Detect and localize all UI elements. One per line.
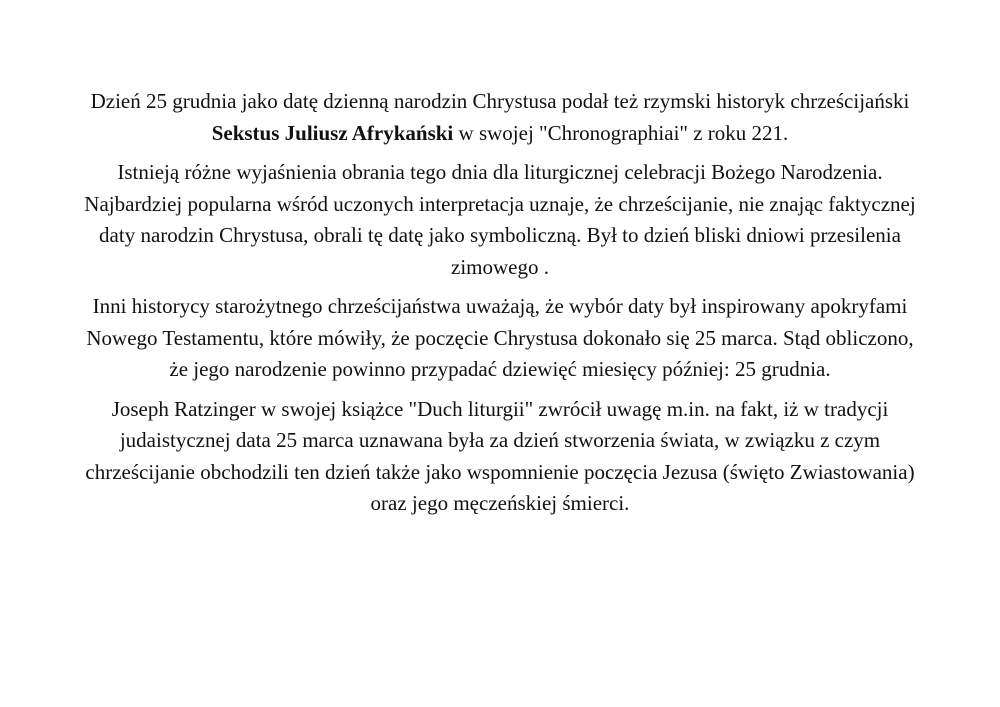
paragraph-3: Inni historycy starożytnego chrześcijaństwa uważają, że wybór daty był inspirowany apokryfami Nowego Testamentu, które mówiły, że poczęcie Chrystusa dokonało się 25 marca. Stąd obliczono, że jego narodzenie powinno przypadać dziewięć miesięcy później: 25 grudnia. [86, 294, 914, 381]
document-body [80, 86, 920, 528]
paragraph-1-text-end: w swojej "Chronographiai" z roku 221. [453, 120, 789, 145]
paragraph-4: Joseph Ratzinger w swojej książce "Duch liturgii" zwrócił uwagę m.in. na fakt, iż w tradycji judaistycznej data 25 marca uznawana była za dzień stworzenia świata, w związku z czym chrześcijanie obchodzili ten dzień także jako wspomnienie poczęcia Jezusa (święto Zwiastowania) oraz jego męczeńskiej śmierci. [85, 396, 915, 515]
paragraph-1-text-start: Dzień 25 grudnia jako datę dzienną narodzin Chrystusa podał też rzymski historyk chrześcijański [90, 89, 910, 113]
historian-name: Sekstus Juliusz Afrykański [211, 120, 454, 145]
paragraph-2: Istnieją różne wyjaśnienia obrania tego dnia dla liturgicznej celebracji Bożego Narodzenia. Najbardziej popularna wśród uczonych interpretacja uznaje, że chrześcijanie, nie znając faktycznej daty narodzin Chrystusa, obrali tę datę jako symboliczną. Był to dzień bliski dniowi przesilenia zimowego . [84, 160, 916, 279]
paragraph-1 [80, 86, 920, 149]
